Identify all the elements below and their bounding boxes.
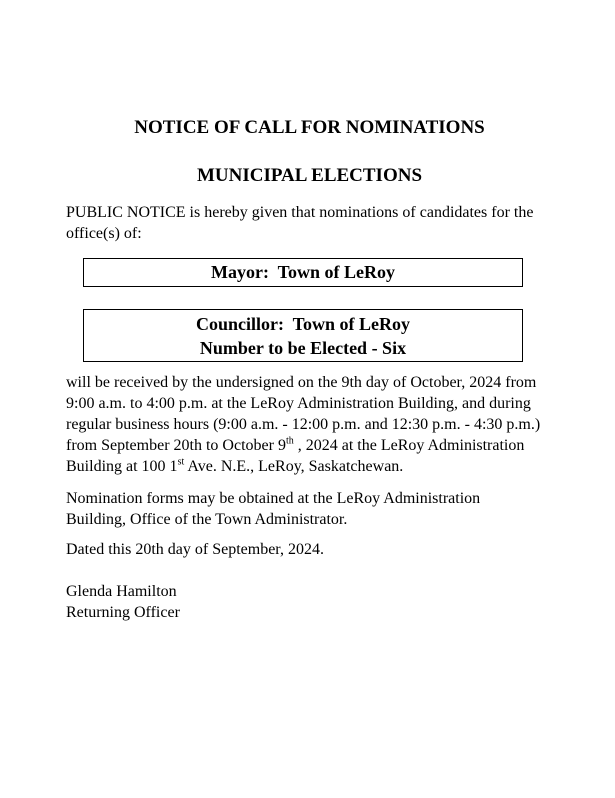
- intro-paragraph: [66, 202, 553, 244]
- intro-line-1: PUBLIC NOTICE is hereby given that nominations of candidates for the: [66, 204, 534, 221]
- signature-name: Glenda Hamilton: [66, 583, 177, 600]
- receipt-line-4-text: from September 20th to October 9: [66, 437, 286, 454]
- receipt-line-5-text: Building at 100 1: [66, 458, 178, 475]
- dated-line: Dated this 20th day of September, 2024.: [66, 541, 324, 558]
- signature-title: Returning Officer: [66, 604, 180, 621]
- ordinal-superscript-th: th: [285, 435, 294, 447]
- receipt-line-2: 9:00 a.m. to 4:00 p.m. at the LeRoy Administration Building, and during: [66, 395, 531, 412]
- mayor-office-box: [83, 258, 523, 287]
- ordinal-superscript-st: st: [177, 456, 185, 468]
- intro-line-2: office(s) of:: [66, 225, 142, 242]
- forms-line-1: Nomination forms may be obtained at the LeRoy Administration: [66, 490, 481, 507]
- document-title: NOTICE OF CALL FOR NOMINATIONS: [134, 117, 485, 138]
- receipt-line-3: regular business hours (9:00 a.m. - 12:00 p.m. and 12:30 p.m. - 4:30 p.m.): [66, 416, 541, 433]
- forms-line-2: Building, Office of the Town Administrator.: [66, 511, 348, 528]
- receipt-details-paragraph: [66, 372, 553, 477]
- nomination-forms-paragraph: [66, 488, 553, 530]
- receipt-line-4-text-cont: , 2024 at the LeRoy Administration: [293, 437, 525, 454]
- councillor-number-elected-text: Number to be Elected - Six: [199, 337, 407, 358]
- mayor-office-text: Mayor: Town of LeRoy: [211, 262, 395, 282]
- receipt-line-4: [66, 435, 553, 456]
- receipt-line-5-text-cont: Ave. N.E., LeRoy, Saskatchewan.: [184, 458, 404, 475]
- receipt-line-1: will be received by the undersigned on the 9th day of October, 2024 from: [66, 374, 537, 391]
- document-subtitle: MUNICIPAL ELECTIONS: [196, 165, 423, 186]
- signature-block: [66, 581, 553, 623]
- receipt-line-5: [66, 456, 553, 477]
- councillor-office-box: [83, 309, 523, 362]
- councillor-office-text: Councillor: Town of LeRoy: [195, 313, 411, 334]
